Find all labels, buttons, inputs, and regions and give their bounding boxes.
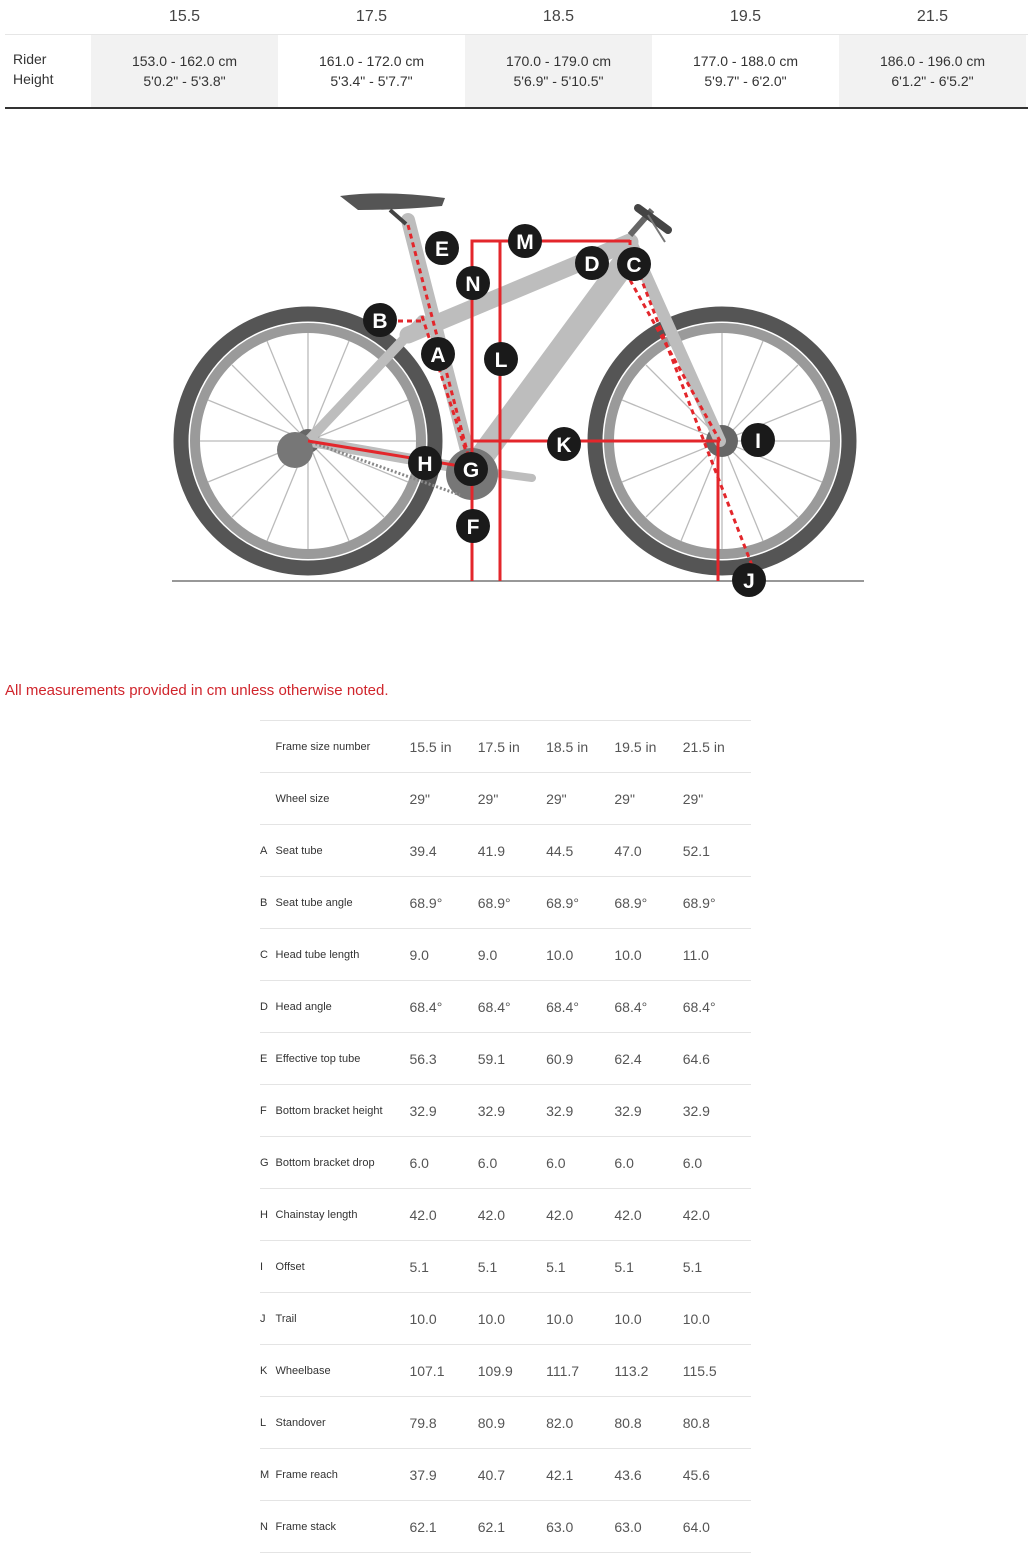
geometry-value: 29" [409, 790, 430, 807]
geometry-value: 68.9° [614, 894, 648, 911]
geometry-value: 56.3 [409, 1050, 437, 1067]
marker-b [363, 303, 397, 337]
svg-text:L: L [494, 349, 508, 372]
geometry-name: Seat tube angle [275, 896, 353, 909]
geometry-letter: D [260, 1000, 268, 1013]
geometry-letter: B [260, 896, 268, 909]
geometry-value: 42.0 [477, 1206, 506, 1223]
geometry-value: 10.0 [682, 1310, 710, 1327]
geometry-value: 29" [477, 790, 499, 807]
svg-text:H: H [417, 453, 433, 476]
geometry-name: Wheel size [275, 792, 330, 805]
geometry-letter: E [260, 1052, 268, 1065]
geometry-value: 5.1 [409, 1258, 429, 1275]
geometry-letter: H [260, 1208, 268, 1221]
geometry-letter: C [260, 948, 268, 961]
geometry-value: 68.4° [614, 998, 648, 1015]
svg-text:N: N [465, 273, 481, 296]
geometry-row [260, 877, 751, 929]
marker-c [617, 247, 651, 281]
geometry-value: 62.4 [614, 1050, 642, 1067]
geometry-value: 10.0 [477, 1310, 506, 1327]
marker-a [421, 337, 455, 371]
geometry-name: Offset [275, 1260, 305, 1273]
svg-text:J: J [743, 570, 755, 593]
svg-text:B: B [372, 310, 388, 333]
geometry-row [260, 929, 751, 981]
marker-m [508, 224, 542, 258]
bike-geometry-diagram [160, 170, 880, 610]
geometry-row [260, 1293, 751, 1345]
geometry-row [260, 773, 751, 825]
marker-j [732, 563, 766, 597]
geometry-value: 29" [546, 790, 567, 807]
geometry-row [260, 1033, 751, 1085]
svg-text:E: E [434, 238, 450, 261]
geometry-value: 109.9 [477, 1362, 513, 1379]
rider-height-cell: 170.0 - 179.0 cm 5'6.9" - 5'10.5" [465, 35, 652, 107]
marker-i [741, 423, 775, 457]
marker-e [425, 231, 459, 265]
geometry-name: Bottom bracket height [275, 1104, 383, 1117]
geometry-value: 5.1 [546, 1258, 566, 1275]
marker-h [408, 446, 442, 480]
geometry-letter: M [260, 1468, 270, 1481]
geometry-value: 6.0 [546, 1154, 566, 1171]
geometry-value: 5.1 [682, 1258, 703, 1275]
geometry-value: 45.6 [682, 1466, 710, 1483]
geometry-value: 82.0 [546, 1414, 574, 1431]
geometry-letter: N [260, 1520, 268, 1533]
geometry-value: 9.0 [477, 946, 498, 963]
marker-d [575, 246, 609, 280]
geometry-value: 10.0 [546, 946, 574, 963]
geometry-name: Head angle [275, 1000, 332, 1013]
geometry-value: 68.9° [409, 894, 443, 911]
svg-text:K: K [556, 434, 572, 457]
measurement-note: All measurements provided in cm unless otherwise noted. [5, 682, 389, 699]
geometry-value: 68.4° [682, 998, 716, 1015]
geometry-value: 43.6 [614, 1466, 642, 1483]
geometry-value: 80.8 [614, 1414, 642, 1431]
geometry-value: 68.9° [682, 894, 716, 911]
saddle [340, 193, 445, 224]
geometry-value: 64.6 [682, 1050, 710, 1067]
geometry-value: 80.9 [477, 1414, 506, 1431]
geometry-value: 52.1 [682, 842, 710, 859]
geometry-row [260, 1449, 751, 1501]
geometry-value: 32.9 [546, 1102, 574, 1119]
geometry-value: 32.9 [477, 1102, 506, 1119]
geometry-value: 32.9 [682, 1102, 710, 1119]
geometry-row [260, 1137, 751, 1189]
geometry-value: 80.8 [682, 1414, 710, 1431]
svg-text:D: D [584, 253, 600, 276]
svg-text:G: G [462, 459, 480, 482]
geometry-name: Chainstay length [275, 1208, 358, 1221]
geometry-name: Effective top tube [275, 1052, 361, 1065]
geometry-value: 115.5 [682, 1362, 717, 1379]
geometry-name: Head tube length [275, 948, 360, 961]
geometry-value: 68.4° [409, 998, 443, 1015]
geometry-letter: K [260, 1364, 268, 1377]
geometry-value: 32.9 [409, 1102, 437, 1119]
geometry-name: Frame reach [275, 1468, 338, 1481]
geometry-value: 42.0 [409, 1206, 437, 1223]
geometry-row [260, 1397, 751, 1449]
geometry-value: 21.5 in [682, 738, 725, 755]
geometry-value: 62.1 [409, 1518, 437, 1535]
geometry-value: 113.2 [614, 1362, 649, 1379]
rider-height-cell: 161.0 - 172.0 cm 5'3.4" - 5'7.7" [318, 53, 425, 89]
size-col-header: 15.5 [168, 8, 201, 25]
geometry-value: 68.4° [546, 998, 579, 1015]
geometry-value: 19.5 in [614, 738, 657, 755]
size-col-header: 18.5 [542, 8, 575, 25]
marker-f [456, 509, 490, 543]
geometry-letter: A [260, 844, 268, 857]
geometry-row [260, 1189, 751, 1241]
geometry-value: 42.0 [546, 1206, 574, 1223]
geometry-value: 42.0 [614, 1206, 642, 1223]
geometry-value: 39.4 [409, 842, 437, 859]
cassette [277, 432, 313, 468]
svg-text:M: M [516, 231, 534, 254]
geometry-value: 10.0 [409, 1310, 437, 1327]
geometry-value: 111.7 [546, 1362, 580, 1379]
geometry-value: 60.9 [546, 1050, 574, 1067]
geometry-value: 68.9° [546, 894, 579, 911]
geometry-name: Trail [275, 1312, 297, 1325]
geometry-value: 62.1 [477, 1518, 506, 1535]
geometry-name: Bottom bracket drop [275, 1156, 375, 1169]
geometry-value: 42.1 [546, 1466, 574, 1483]
geometry-value: 47.0 [614, 842, 642, 859]
geometry-value: 6.0 [682, 1154, 703, 1171]
geometry-value: 5.1 [477, 1258, 498, 1275]
geometry-value: 79.8 [409, 1414, 437, 1431]
size-col-header: 21.5 [916, 8, 949, 25]
rider-height-row [5, 34, 1028, 109]
geometry-value: 18.5 in [546, 738, 589, 755]
geometry-value: 5.1 [614, 1258, 634, 1275]
geometry-letter: J [260, 1312, 266, 1325]
geometry-value: 68.9° [477, 894, 511, 911]
geometry-letter: F [260, 1104, 267, 1117]
rider-height-cell: 177.0 - 188.0 cm 5'9.7" - 6'2.0" [692, 53, 799, 89]
svg-text:I: I [755, 430, 761, 453]
geometry-value: 10.0 [614, 1310, 642, 1327]
geometry-value: 40.7 [477, 1466, 506, 1483]
size-col-header: 17.5 [355, 8, 388, 25]
geometry-value: 10.0 [546, 1310, 574, 1327]
geometry-value: 32.9 [614, 1102, 642, 1119]
geometry-value: 9.0 [409, 946, 429, 963]
geometry-value: 11.0 [682, 946, 709, 963]
geometry-row [260, 1241, 751, 1293]
geometry-value: 44.5 [546, 842, 574, 859]
geometry-name: Seat tube [275, 844, 323, 857]
rider-height-cell: 186.0 - 196.0 cm 6'1.2" - 6'5.2" [839, 35, 1026, 107]
marker-n [456, 266, 490, 300]
marker-k [547, 427, 581, 461]
svg-text:F: F [466, 516, 480, 539]
rider-height-label: Rider Height [13, 51, 54, 87]
geometry-value: 37.9 [409, 1466, 437, 1483]
geometry-name: Wheelbase [275, 1364, 331, 1377]
geometry-value: 63.0 [614, 1518, 642, 1535]
geometry-name: Frame stack [275, 1520, 337, 1533]
geometry-value: 68.4° [477, 998, 511, 1015]
size-header-row [5, 0, 1028, 34]
geometry-value: 59.1 [477, 1050, 506, 1067]
geometry-value: 15.5 in [409, 738, 452, 755]
rider-height-cell: 153.0 - 162.0 cm 5'0.2" - 5'3.8" [91, 35, 278, 107]
svg-text:A: A [430, 344, 446, 367]
svg-text:C: C [626, 254, 642, 277]
geometry-name: Standover [275, 1416, 326, 1429]
geometry-letter: G [260, 1156, 269, 1169]
geometry-letter: I [260, 1260, 264, 1273]
size-col-header: 19.5 [729, 8, 762, 25]
geometry-value: 63.0 [546, 1518, 574, 1535]
geometry-row [260, 721, 751, 773]
geometry-value: 6.0 [477, 1154, 498, 1171]
geometry-value: 6.0 [614, 1154, 634, 1171]
geometry-letter: L [260, 1416, 267, 1429]
geometry-value: 42.0 [682, 1206, 710, 1223]
geometry-value: 17.5 in [477, 738, 520, 755]
geometry-value: 29" [682, 790, 704, 807]
size-table [5, 0, 1028, 109]
geometry-row [260, 1345, 751, 1397]
geometry-row [260, 825, 751, 877]
geometry-table [260, 720, 751, 1553]
geometry-value: 10.0 [614, 946, 642, 963]
geometry-name: Frame size number [275, 740, 371, 753]
geometry-value: 6.0 [409, 1154, 429, 1171]
geometry-value: 29" [614, 790, 635, 807]
geometry-row [260, 1085, 751, 1137]
geometry-value: 41.9 [477, 842, 506, 859]
geometry-value: 64.0 [682, 1518, 710, 1535]
geometry-row [260, 1501, 751, 1553]
geometry-row [260, 981, 751, 1033]
marker-g [454, 452, 488, 486]
marker-l [484, 342, 518, 376]
geometry-value: 107.1 [409, 1362, 445, 1379]
bike-illustration [160, 170, 880, 610]
